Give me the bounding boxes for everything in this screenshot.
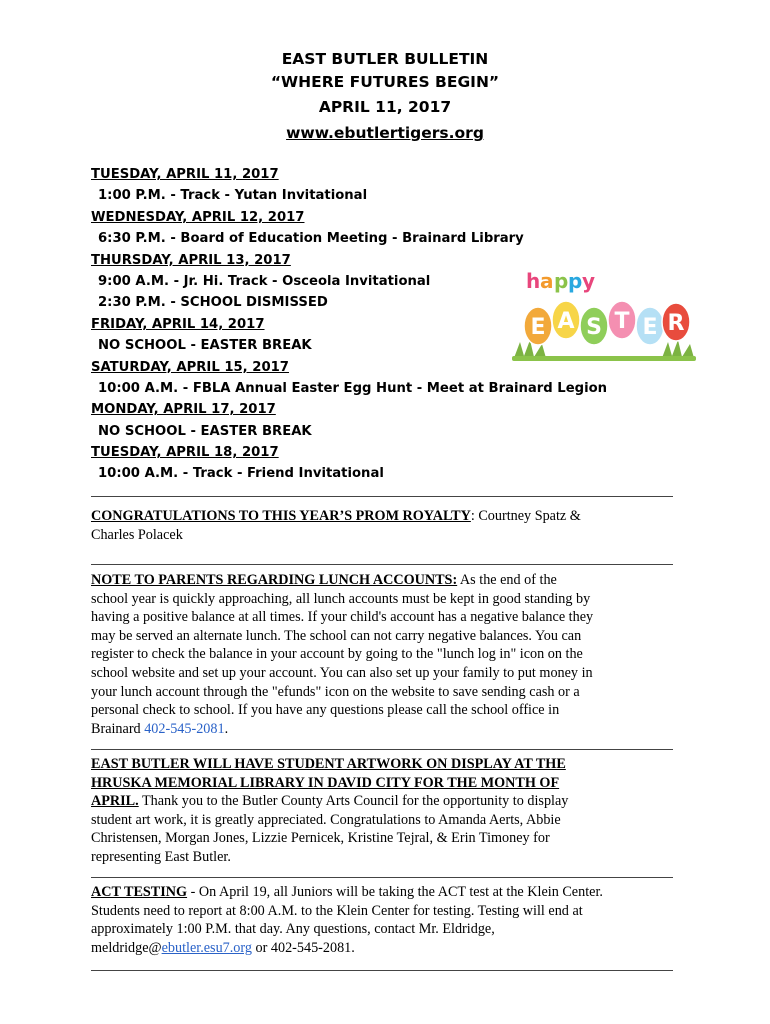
- easter-egg-icon: [524, 307, 552, 345]
- artwork-text: Christensen, Morgan Jones, Lizzie Pernicek, Kristine Tejral, & Erin Timoney for: [91, 830, 550, 847]
- easter-egg-icon: [580, 307, 608, 345]
- schedule-day: MONDAY, APRIL 17, 2017: [91, 402, 276, 418]
- artwork-heading: HRUSKA MEMORIAL LIBRARY IN DAVID CITY FOR THE MONTH OF: [91, 774, 560, 791]
- artwork-text: Thank you to the Butler County Arts Council for the opportunity to display: [138, 793, 569, 810]
- divider: [91, 970, 673, 971]
- lunch-text: school website and set up your account. You can also set up your family to put money in: [91, 664, 593, 681]
- easter-egg-icon: [636, 307, 664, 345]
- easter-egg-icon: [552, 301, 580, 339]
- happy-letter: p: [568, 269, 583, 293]
- lunch-text: register to check the balance in your account by going to the "lunch log in" icon on the: [91, 646, 583, 663]
- happy-letter: h: [526, 269, 541, 293]
- act-text: - On April 19, all Juniors will be taking the ACT test at the Klein Center.: [187, 884, 603, 900]
- easter-letter: R: [667, 311, 685, 336]
- happy-letter: p: [554, 269, 569, 293]
- schedule-event: 2:30 P.M. - SCHOOL DISMISSED: [98, 295, 328, 311]
- lunch-text: school year is quickly approaching, all lunch accounts must be kept in good standing by: [91, 590, 591, 607]
- easter-letter: A: [557, 309, 575, 334]
- schedule-day: THURSDAY, APRIL 13, 2017: [91, 252, 291, 268]
- happy-letter: y: [582, 269, 596, 293]
- lunch-text: .: [224, 720, 229, 737]
- lunch-heading: NOTE TO PARENTS REGARDING LUNCH ACCOUNTS:: [91, 572, 458, 588]
- bulletin-motto: “WHERE FUTURES BEGIN”: [270, 73, 500, 91]
- act-testing-section: [91, 883, 683, 957]
- easter-egg-icon: [608, 301, 636, 339]
- prom-royalty-section: [91, 507, 683, 544]
- schedule-day: WEDNESDAY, APRIL 12, 2017: [91, 209, 305, 225]
- schedule-day: SATURDAY, APRIL 15, 2017: [91, 359, 289, 375]
- schedule-event: 1:00 P.M. - Track - Yutan Invitational: [98, 188, 368, 204]
- easter-egg-icon: [662, 303, 690, 341]
- lunch-text: having a positive balance at all times. If your child's account has a negative balance they: [91, 609, 594, 626]
- phone-link[interactable]: 402-545-2081: [144, 720, 225, 737]
- schedule-event: 9:00 A.M. - Jr. Hi. Track - Osceola Invitational: [98, 273, 431, 289]
- lunch-text: personal check to school. If you have any questions please call the school office in: [91, 702, 560, 719]
- easter-letter: S: [586, 315, 602, 340]
- happy-letter: a: [540, 269, 554, 293]
- artwork-text: student art work, it is greatly appreciated. Congratulations to Amanda Aerts, Abbie: [91, 811, 561, 828]
- schedule-event: NO SCHOOL - EASTER BREAK: [98, 338, 312, 354]
- divider: [91, 564, 673, 565]
- schedule-day: TUESDAY, APRIL 11, 2017: [91, 167, 279, 182]
- artwork-heading: EAST BUTLER WILL HAVE STUDENT ARTWORK ON DISPLAY AT THE: [91, 756, 566, 772]
- act-text: or 402-545-2081.: [251, 939, 355, 956]
- prom-names: : Courtney Spatz &: [470, 508, 581, 524]
- prom-names-cont: Charles Polacek: [91, 526, 183, 543]
- schedule-day: FRIDAY, APRIL 14, 2017: [91, 316, 265, 332]
- divider: [91, 877, 673, 878]
- bulletin-date: APRIL 11, 2017: [318, 98, 452, 116]
- artwork-text: representing East Butler.: [91, 848, 231, 865]
- happy-easter-graphic: [512, 262, 696, 362]
- artwork-section: [91, 755, 683, 867]
- schedule-event: NO SCHOOL - EASTER BREAK: [98, 423, 312, 439]
- lunch-text: As the end of the: [457, 572, 557, 588]
- lunch-text: may be served an alternate lunch. The school can not carry negative balances. You can: [91, 627, 582, 644]
- easter-letter: E: [530, 315, 546, 340]
- divider: [91, 749, 673, 750]
- bulletin-title: EAST BUTLER BULLETIN: [281, 50, 489, 68]
- lunch-accounts-section: [91, 571, 683, 738]
- lunch-text: Brainard: [91, 720, 145, 737]
- schedule-event: 10:00 A.M. - FBLA Annual Easter Egg Hunt - Meet at Brainard Legion: [98, 380, 608, 396]
- act-text: meldridge@: [91, 939, 162, 956]
- prom-heading: CONGRATULATIONS TO THIS YEAR’S PROM ROYALTY: [91, 508, 471, 524]
- schedule-day: TUESDAY, APRIL 18, 2017: [91, 445, 279, 461]
- act-text: Students need to report at 8:00 A.M. to the Klein Center for testing. Testing will end at: [91, 902, 583, 919]
- easter-letter: E: [642, 315, 658, 340]
- schedule-event: 10:00 A.M. - Track - Friend Invitational: [98, 466, 384, 482]
- website-link[interactable]: www.ebutlertigers.org: [286, 124, 484, 142]
- email-link[interactable]: ebutler.esu7.org: [161, 939, 252, 956]
- artwork-heading: APRIL.: [91, 793, 139, 810]
- lunch-text: your lunch account through the "efunds" icon on the website to save sending cash or a: [91, 683, 580, 700]
- divider: [91, 496, 673, 497]
- act-heading: ACT TESTING: [91, 884, 188, 900]
- schedule-event: 6:30 P.M. - Board of Education Meeting - Brainard Library: [98, 231, 524, 247]
- easter-letter: T: [614, 309, 630, 334]
- act-text: approximately 1:00 P.M. that day. Any questions, contact Mr. Eldridge,: [91, 921, 495, 938]
